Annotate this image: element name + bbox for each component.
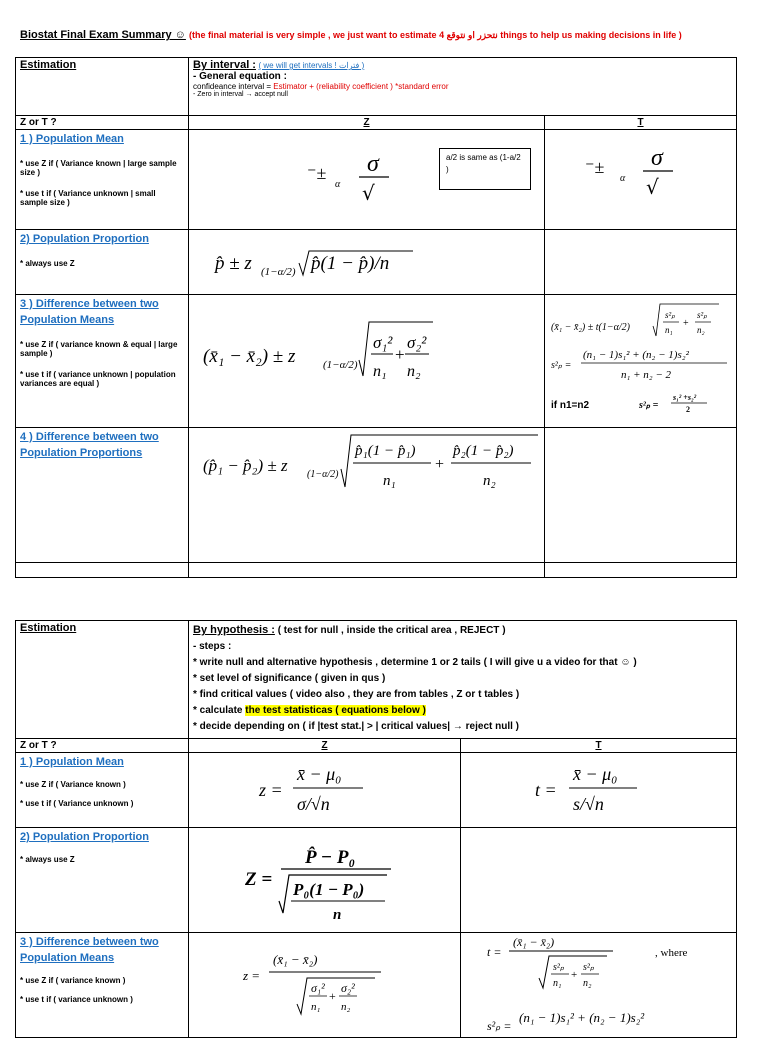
hypothesis-table xyxy=(15,620,737,1038)
svg-text:Z =: Z = xyxy=(245,869,273,890)
svg-text:x̄ − μ₀: x̄ − μ₀ xyxy=(573,764,618,784)
svg-text:n₂: n₂ xyxy=(407,363,421,380)
title-main: Biostat Final Exam Summary ☺ xyxy=(20,29,186,41)
diff-props-z-formula xyxy=(189,428,545,563)
svg-text:n₂: n₂ xyxy=(483,473,496,489)
svg-text:+: + xyxy=(329,989,336,1003)
svg-text:s/√n: s/√n xyxy=(573,794,604,814)
svg-text:σ: σ xyxy=(651,145,663,171)
z-column-head-2: Z xyxy=(189,739,461,753)
svg-text:s²ₚ: s²ₚ xyxy=(553,962,565,973)
hyp-diff-t-formula xyxy=(461,933,737,1038)
empty-cell xyxy=(16,563,189,578)
svg-text:P₀(1 − P₀): P₀(1 − P₀) xyxy=(293,880,365,899)
svg-text:+: + xyxy=(683,318,689,329)
svg-text:(x̄₁ − x̄₂): (x̄₁ − x̄₂) xyxy=(273,952,318,967)
hyp-diff-z-formula-svg xyxy=(193,934,461,1034)
svg-text:+: + xyxy=(571,969,578,981)
hyp-mean-z-formula-svg xyxy=(193,754,461,824)
svg-text:n₁: n₁ xyxy=(311,1001,321,1013)
hyp-row-difference-means: 3 ) Difference between two Population Means * use Z if ( variance known ) * use t if ( variance unknown ) xyxy=(16,933,189,1038)
svg-text:p̂ ± z: p̂ ± z xyxy=(215,253,252,274)
svg-text:α: α xyxy=(620,173,626,184)
svg-text:s²ₚ: s²ₚ xyxy=(665,310,676,320)
svg-text:(1−α/2): (1−α/2) xyxy=(307,469,339,480)
svg-text:(n₁ − 1)s₁² + (n₂ − 1)s₂²: (n₁ − 1)s₁² + (n₂ − 1)s₂² xyxy=(583,349,689,361)
mean-z-formula xyxy=(189,130,545,230)
svg-text:2: 2 xyxy=(686,405,690,414)
svg-text:(x̄₁ − x̄₂) ± z: (x̄₁ − x̄₂) ± z xyxy=(203,346,296,367)
svg-text:(1−α/2): (1−α/2) xyxy=(323,359,358,371)
svg-text:√: √ xyxy=(646,175,659,199)
prop-z-formula xyxy=(189,230,545,295)
svg-text:n₁: n₁ xyxy=(665,325,673,335)
svg-text:p̂(1 − p̂)/n: p̂(1 − p̂)/n xyxy=(311,253,390,274)
row-difference-proportions: 4 ) Difference between two Population Proportions xyxy=(16,428,189,563)
hyp-mean-t-formula-svg xyxy=(465,754,735,824)
t-column-head-2: T xyxy=(461,739,737,753)
row-difference-means: 3 ) Difference between two Population Means * use Z if ( variance known & equal | large sample ) * use t if ( variance unknown | population variances are equal ) xyxy=(16,295,189,428)
highlighted-text: the test statisticas ( equations below ) xyxy=(245,705,426,716)
t-column-head: T xyxy=(545,116,737,130)
svg-text:x̄ − μ₀: x̄ − μ₀ xyxy=(297,764,342,784)
svg-text:n₁: n₁ xyxy=(373,363,387,380)
hyp-mean-z-formula xyxy=(189,753,461,828)
svg-text:⁻±: ⁻± xyxy=(307,163,327,183)
prop-t-empty xyxy=(545,230,737,295)
svg-text:(1−α/2): (1−α/2) xyxy=(261,266,296,278)
svg-text:σ₁²: σ₁² xyxy=(373,333,393,352)
mean-t-formula-svg xyxy=(545,135,735,225)
interval-table xyxy=(15,57,737,578)
diff-means-t-formula xyxy=(545,295,737,428)
svg-text:s₁² +s₂²: s₁² +s₂² xyxy=(673,393,697,402)
svg-text:n: n xyxy=(333,907,342,923)
hyp-prop-t-empty xyxy=(461,828,737,933)
svg-text:s²ₚ =: s²ₚ = xyxy=(487,1019,512,1033)
alpha-note-box: a/2 is same as (1-a/2 ) xyxy=(439,148,531,190)
svg-text:n₂: n₂ xyxy=(341,1001,351,1013)
svg-text:z =: z = xyxy=(243,968,261,983)
hyp-mean-t-formula xyxy=(461,753,737,828)
svg-text:n₂: n₂ xyxy=(583,978,592,989)
svg-text:n₂: n₂ xyxy=(697,325,705,335)
svg-text:+: + xyxy=(395,345,405,364)
svg-text:√: √ xyxy=(362,181,375,205)
diff-means-t-formula-svg xyxy=(549,296,737,424)
hypothesis-description: By hypothesis : ( test for null , inside the critical area , REJECT ) - steps : * write null and alternative hypothesis , determine 1 or 2 tails ( I will give u a video for that ☺ ) * set level of significance ( given in qus ) * find critical values ( video also , they are from tables , Z or t tables ) * calculate the test statisticas ( equations below ) * decide depending on ( if |test stat.| > | critical values| → reject null ) xyxy=(189,621,737,739)
z-column-head: Z xyxy=(189,116,545,130)
if-n-equal-label: if n1=n2 xyxy=(551,400,590,411)
row-population-mean: 1 ) Population Mean * use Z if ( Variance known | large sample size ) * use t if ( Variance unknown | small sample size ) xyxy=(16,130,189,230)
empty-cell xyxy=(545,563,737,578)
page-title xyxy=(20,29,682,41)
svg-text:(p̂₁ − p̂₂) ± z: (p̂₁ − p̂₂) ± z xyxy=(203,456,288,475)
estimation-header-2: Estimation xyxy=(16,621,189,739)
svg-text:σ₂²: σ₂² xyxy=(341,981,355,995)
svg-text:s²ₚ =: s²ₚ = xyxy=(639,400,659,411)
svg-text:n₁ + n₂ − 2: n₁ + n₂ − 2 xyxy=(621,369,671,381)
interval-description: By interval : ( we will get intervals ! فترات ) - General equation : confideance interval = Estimator + (reliability coefficient ) *standard error - Zero in interval → accept null xyxy=(189,58,737,116)
svg-text:p̂₁(1 − p̂₁): p̂₁(1 − p̂₁) xyxy=(355,443,416,459)
svg-text:+: + xyxy=(435,456,445,473)
hyp-diff-z-formula xyxy=(189,933,461,1038)
prop-z-formula-svg xyxy=(193,231,493,291)
z-or-t-label: Z or T ? xyxy=(16,116,189,130)
svg-text:(x̄₁ − x̄₂) ± t(1−α/2): (x̄₁ − x̄₂) ± t(1−α/2) xyxy=(551,322,630,333)
svg-text:t =: t = xyxy=(535,780,557,800)
svg-text:(x̄₁ − x̄₂): (x̄₁ − x̄₂) xyxy=(513,935,555,949)
diff-means-z-formula-svg xyxy=(193,296,533,416)
hyp-row-population-proportion: 2) Population Proportion * always use Z xyxy=(16,828,189,933)
z-or-t-label-2: Z or T ? xyxy=(16,739,189,753)
svg-text:⁻±: ⁻± xyxy=(585,157,605,177)
svg-text:n₁: n₁ xyxy=(553,978,562,989)
svg-text:σ₁²: σ₁² xyxy=(311,981,325,995)
svg-text:t =: t = xyxy=(487,945,502,959)
mean-t-formula xyxy=(545,130,737,230)
svg-text:(n₁ − 1)s₁² + (n₂ − 1)s₂²: (n₁ − 1)s₁² + (n₂ − 1)s₂² xyxy=(519,1010,645,1025)
svg-text:α: α xyxy=(335,179,341,190)
diff-props-t-empty xyxy=(545,428,737,563)
hyp-prop-z-formula-svg xyxy=(193,829,461,929)
svg-text:P̂ − P₀: P̂ − P₀ xyxy=(305,847,356,868)
estimation-header: Estimation xyxy=(16,58,189,116)
svg-text:n₁: n₁ xyxy=(383,473,396,489)
svg-text:z =: z = xyxy=(259,780,283,800)
svg-text:σ₂²: σ₂² xyxy=(407,333,427,352)
svg-text:σ: σ xyxy=(367,151,379,177)
row-population-proportion: 2) Population Proportion * always use Z xyxy=(16,230,189,295)
where-label: , where xyxy=(655,947,688,959)
title-note: (the final material is very simple , we just want to estimate نتحزر او نتوقع 4 things to help us making decisions in life ) xyxy=(188,30,682,40)
hyp-prop-z-formula xyxy=(189,828,461,933)
hyp-row-population-mean: 1 ) Population Mean * use Z if ( Variance known ) * use t if ( Variance unknown ) xyxy=(16,753,189,828)
hyp-diff-t-formula-svg xyxy=(465,934,735,1034)
diff-props-z-formula-svg xyxy=(193,429,543,519)
svg-text:s²ₚ =: s²ₚ = xyxy=(551,360,572,371)
diff-means-z-formula xyxy=(189,295,545,428)
svg-text:s²ₚ: s²ₚ xyxy=(583,962,595,973)
empty-cell xyxy=(189,563,545,578)
svg-text:p̂₂(1 − p̂₂): p̂₂(1 − p̂₂) xyxy=(453,443,514,459)
svg-text:s²ₚ: s²ₚ xyxy=(697,310,708,320)
svg-text:σ/√n: σ/√n xyxy=(297,794,330,814)
